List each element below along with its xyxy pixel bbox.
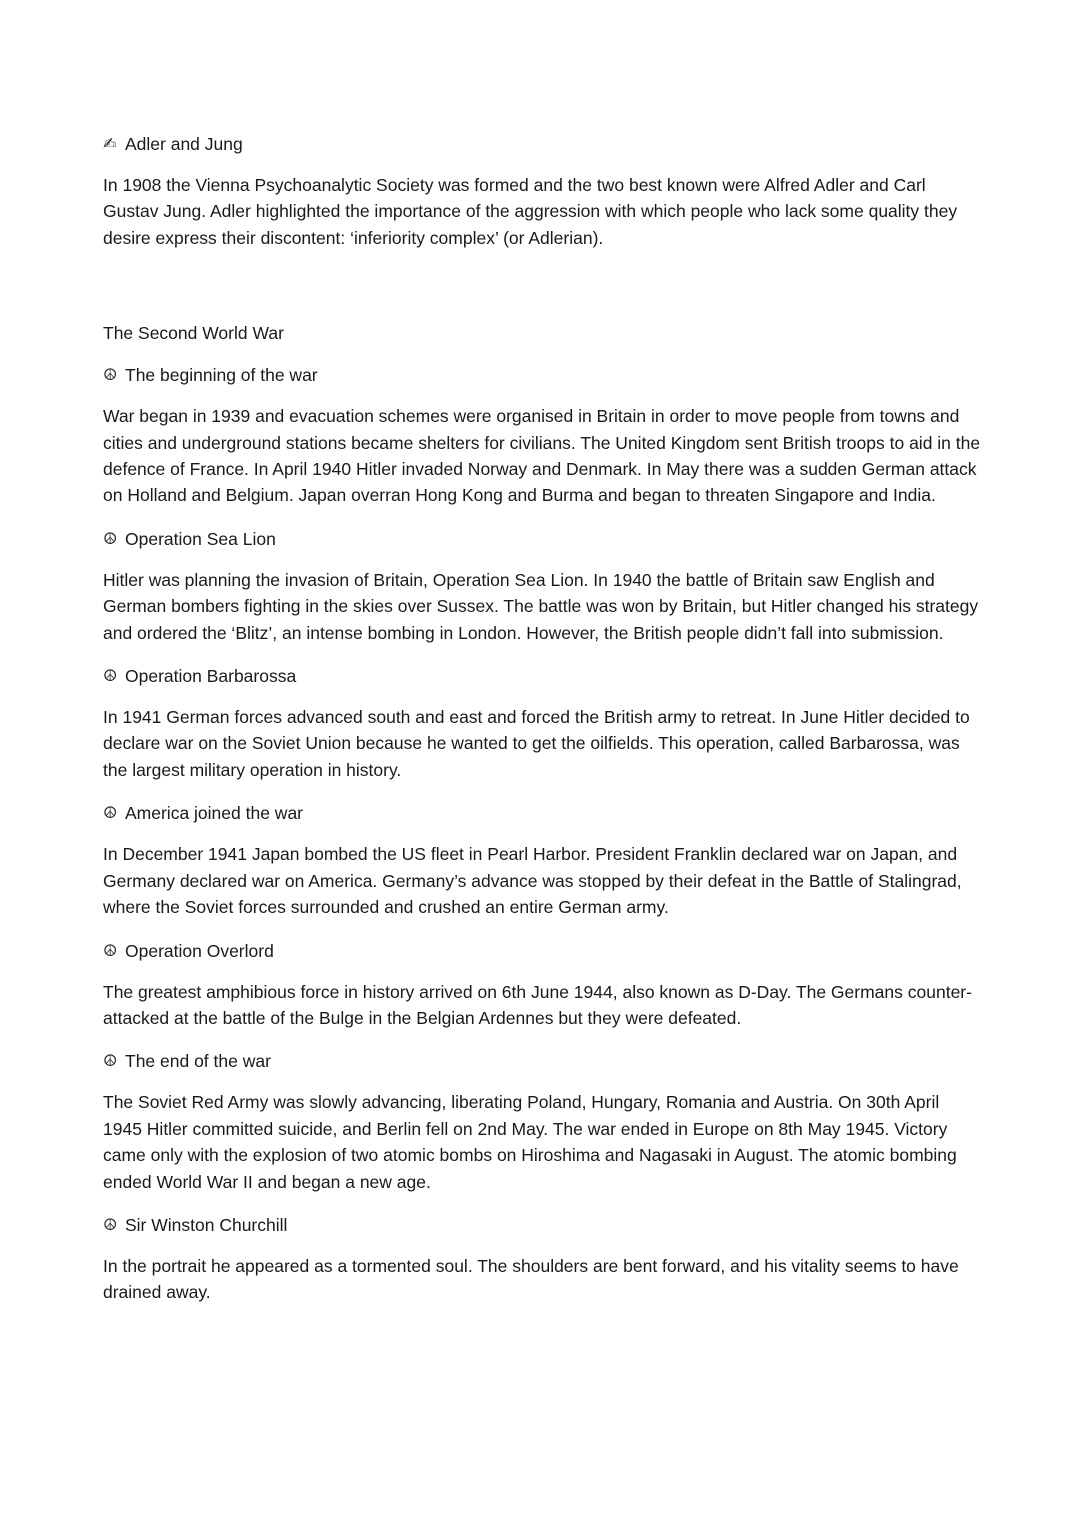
section-heading-label: America joined the war: [125, 803, 303, 824]
section-heading-3: [103, 800, 983, 826]
peace-icon: ☮: [103, 365, 118, 385]
section-heading-label: The beginning of the war: [125, 365, 318, 386]
section-title: The Second World War: [103, 323, 284, 344]
section-heading-1: [103, 526, 983, 552]
peace-icon: ☮: [103, 803, 118, 823]
section-paragraph-5: The Soviet Red Army was slowly advancing, liberating Poland, Hungary, Romania and Austria. On 30th April 1945 Hitler committed suicide, and Berlin fell on 2nd May. The war ended in Europe on 8th May 1945. Victory came only with the explosion of two atomic bombs on Hiroshima and Nagasaki in August. The atomic bombing ended World War II and began a new age.: [103, 1092, 957, 1192]
section-heading-2: [103, 663, 983, 689]
section-paragraph-0: War began in 1939 and evacuation schemes were organised in Britain in order to move people from towns and cities and underground stations became shelters for civilians. The United Kingdom sent British troops to aid in the defence of France. In April 1940 Hitler invaded Norway and Denmark. In May there was a sudden German attack on Holland and Belgium. Japan overran Hong Kong and Burma and began to threaten Singapore and India.: [103, 406, 981, 506]
document-content: [103, 131, 983, 1323]
peace-icon: ☮: [103, 940, 118, 960]
section-heading-label: The end of the war: [125, 1051, 271, 1072]
section-paragraph-2: In 1941 German forces advanced south and east and forced the British army to retreat. In June Hitler decided to declare war on the Soviet Union because he wanted to get the oilfields. This operation, called Barbarossa, was the largest military operation in history.: [103, 707, 970, 780]
section-heading-6: [103, 1212, 983, 1238]
peace-icon: ☮: [103, 666, 118, 686]
section-heading-label: Operation Overlord: [125, 940, 274, 961]
intro-heading-label: Adler and Jung: [125, 134, 243, 154]
section-heading-label: Operation Barbarossa: [125, 666, 297, 687]
peace-icon: ☮: [103, 1214, 118, 1234]
section-paragraph-1: Hitler was planning the invasion of Britain, Operation Sea Lion. In 1940 the battle of Britain saw English and German bombers fighting in the skies over Sussex. The battle was won by Britain, but Hitler changed his strategy and ordered the ‘Blitz’, an intense bombing in London. However, the British people didn’t fall into submission.: [103, 569, 979, 643]
section-paragraph-3: In December 1941 Japan bombed the US fleet in Pearl Harbor. President Franklin declared war on Japan, and Germany declared war on America. Germany’s advance was stopped by their defeat in the Battle of Stalingrad, where the Soviet forces surrounded and crushed an entire German army.: [103, 844, 962, 918]
peace-icon: ☮: [103, 1051, 118, 1071]
section-paragraph-4: The greatest amphibious force in history arrived on 6th June 1944, also known as D-Day. The Germans counter-attacked at the battle of the Bulge in the Belgian Ardennes but they were defeated.: [103, 981, 972, 1028]
section-paragraph-6: In the portrait he appeared as a tormented soul. The shoulders are bent forward, and his vitality seems to have drained away.: [103, 1255, 959, 1303]
intro-heading: [103, 131, 983, 157]
hand-writing-icon: ✍: [103, 134, 117, 153]
spacer: [103, 268, 983, 320]
section-heading-5: [103, 1048, 983, 1074]
section-heading-4: [103, 938, 983, 964]
section-heading-label: Sir Winston Churchill: [125, 1214, 288, 1235]
peace-icon: ☮: [103, 528, 118, 548]
section-heading-0: [103, 362, 983, 388]
intro-paragraph: In 1908 the Vienna Psychoanalytic Society was formed and the two best known were Alfred Adler and Carl Gustav Jung. Adler highlighted the importance of the aggression with which people who lack some quality they desire express their discontent: ‘inferiority complex’ (or Adlerian).: [103, 175, 958, 248]
section-heading-label: Operation Sea Lion: [125, 528, 276, 549]
